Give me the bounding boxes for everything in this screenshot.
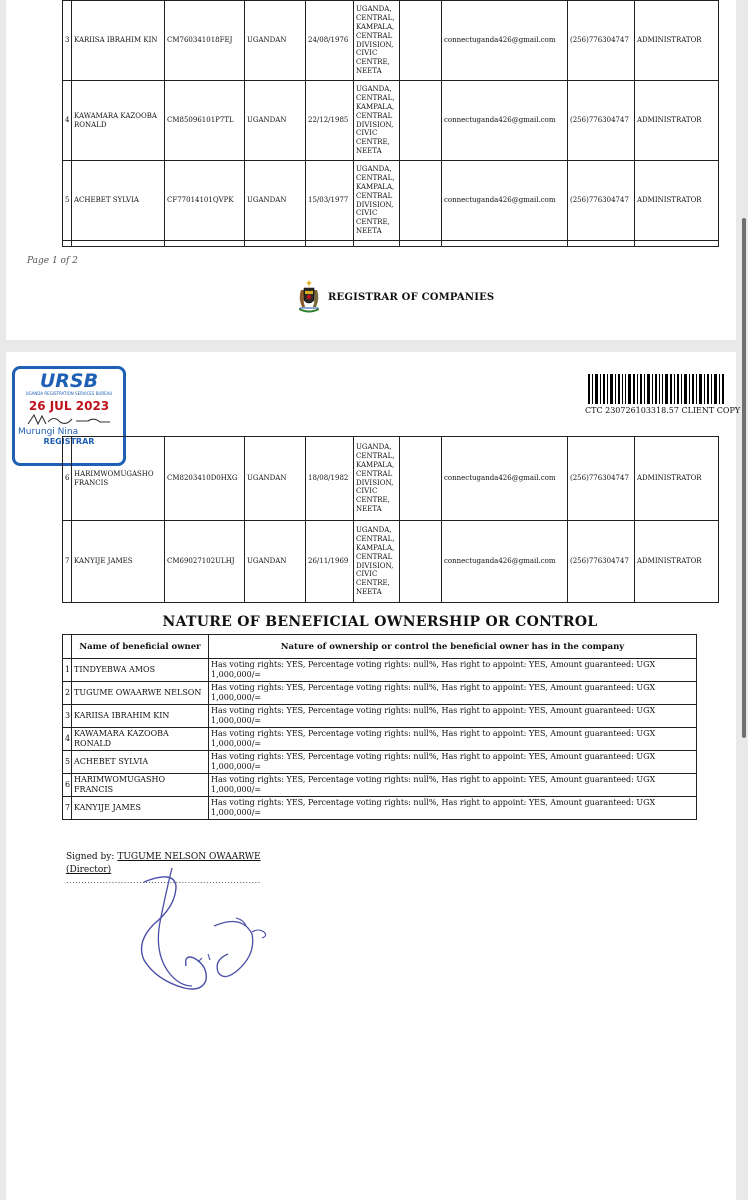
director-phone: (256)776304747 xyxy=(568,437,635,521)
row-number: 6 xyxy=(63,437,72,521)
table-row xyxy=(63,81,719,161)
table-header-row xyxy=(63,635,697,659)
barcode-icon xyxy=(588,374,724,404)
director-role: ADMINISTRATOR xyxy=(635,161,719,241)
row-number: 3 xyxy=(63,1,72,81)
signed-by xyxy=(66,852,261,862)
director-id: CM69027102ULHJ xyxy=(165,521,245,603)
header-nature: Nature of ownership or control the beneficial owner has in the company xyxy=(209,635,697,659)
table-row xyxy=(63,797,697,820)
empty-cell xyxy=(400,81,442,161)
scrollbar[interactable] xyxy=(742,218,746,738)
table-row xyxy=(63,682,697,705)
director-id: CM85096101P7TL xyxy=(165,81,245,161)
empty-cell xyxy=(400,437,442,521)
owner-name: KAWAMARA KAZOOBA RONALD xyxy=(72,728,209,751)
signature-line: ................................................................ xyxy=(66,876,261,885)
row-number: 4 xyxy=(63,81,72,161)
directors-table-page-2 xyxy=(62,436,719,603)
table-row xyxy=(63,241,719,247)
owner-name: TINDYEBWA AMOS xyxy=(72,659,209,682)
empty-cell xyxy=(400,161,442,241)
director-name: KAWAMARA KAZOOBA RONALD xyxy=(72,81,165,161)
director-name: KARIISA IBRAHIM KIN xyxy=(72,1,165,81)
empty-cell xyxy=(400,521,442,603)
header-number xyxy=(63,635,72,659)
table-row xyxy=(63,659,697,682)
director-name: HARIMWOMUGASHO FRANCIS xyxy=(72,437,165,521)
director-phone: (256)776304747 xyxy=(568,1,635,81)
director-email: connectuganda426@gmail.com xyxy=(442,521,568,603)
ursb-logo: URSB xyxy=(39,370,99,392)
director-nationality: UGANDAN xyxy=(245,1,306,81)
director-role: ADMINISTRATOR xyxy=(635,81,719,161)
table-row xyxy=(63,521,719,603)
owner-nature: Has voting rights: YES, Percentage voting rights: null%, Has right to appoint: YES, Amount guaranteed: UGX 1,000,000/= xyxy=(209,728,697,751)
signer-role: (Director) xyxy=(66,865,112,875)
coat-of-arms-icon xyxy=(294,280,324,314)
owner-name: HARIMWOMUGASHO FRANCIS xyxy=(72,774,209,797)
signed-by-label: Signed by: xyxy=(66,852,115,862)
director-email: connectuganda426@gmail.com xyxy=(442,1,568,81)
stamp-role: REGISTRAR xyxy=(43,437,95,446)
barcode-caption: CTC 230726103318.57 CLIENT COPY xyxy=(585,406,741,415)
owner-name: TUGUME OWAARWE NELSON xyxy=(72,682,209,705)
director-address: UGANDA, CENTRAL, KAMPALA, CENTRAL DIVISION, CIVIC CENTRE, NEETA xyxy=(354,161,400,241)
owner-name: ACHEBET SYLVIA xyxy=(72,751,209,774)
director-nationality: UGANDAN xyxy=(245,81,306,161)
owner-nature: Has voting rights: YES, Percentage voting rights: null%, Has right to appoint: YES, Amount guaranteed: UGX 1,000,000/= xyxy=(209,705,697,728)
owner-number: 2 xyxy=(63,682,72,705)
director-dob: 26/11/1969 xyxy=(306,521,354,603)
stamp-signature-icon xyxy=(24,413,114,427)
owner-number: 1 xyxy=(63,659,72,682)
owner-number: 6 xyxy=(63,774,72,797)
page-number: Page 1 of 2 xyxy=(27,256,78,266)
directors-table-page-1 xyxy=(62,0,719,247)
director-address: UGANDA, CENTRAL, KAMPALA, CENTRAL DIVISION, CIVIC CENTRE, NEETA xyxy=(354,521,400,603)
table-row xyxy=(63,751,697,774)
signer-name: TUGUME NELSON OWAARWE xyxy=(117,852,261,862)
table-row xyxy=(63,728,697,751)
beneficial-ownership-table xyxy=(62,634,697,820)
stamp-date: 26 JUL 2023 xyxy=(28,399,110,413)
stamp-subtitle: UGANDA REGISTRATION SERVICES BUREAU xyxy=(25,391,113,396)
owner-number: 4 xyxy=(63,728,72,751)
director-nationality: UGANDAN xyxy=(245,161,306,241)
director-phone: (256)776304747 xyxy=(568,81,635,161)
owner-nature: Has voting rights: YES, Percentage voting rights: null%, Has right to appoint: YES, Amount guaranteed: UGX 1,000,000/= xyxy=(209,682,697,705)
owner-nature: Has voting rights: YES, Percentage voting rights: null%, Has right to appoint: YES, Amount guaranteed: UGX 1,000,000/= xyxy=(209,751,697,774)
owner-number: 7 xyxy=(63,797,72,820)
registrar-footer xyxy=(294,280,494,314)
director-phone: (256)776304747 xyxy=(568,521,635,603)
owner-nature: Has voting rights: YES, Percentage voting rights: null%, Has right to appoint: YES, Amount guaranteed: UGX 1,000,000/= xyxy=(209,774,697,797)
director-email: connectuganda426@gmail.com xyxy=(442,161,568,241)
row-number: 7 xyxy=(63,521,72,603)
table-row xyxy=(63,705,697,728)
registrar-label: REGISTRAR OF COMPANIES xyxy=(328,291,495,303)
director-role: ADMINISTRATOR xyxy=(635,437,719,521)
document-page-2 xyxy=(6,352,741,1200)
director-nationality: UGANDAN xyxy=(245,521,306,603)
owner-name: KANYIJE JAMES xyxy=(72,797,209,820)
director-phone: (256)776304747 xyxy=(568,161,635,241)
director-dob: 18/08/1982 xyxy=(306,437,354,521)
table-row xyxy=(63,437,719,521)
director-id: CM8203410D0HXG xyxy=(165,437,245,521)
handwritten-signature-icon xyxy=(114,862,284,1002)
empty-cell xyxy=(400,1,442,81)
director-dob: 24/08/1976 xyxy=(306,1,354,81)
table-row xyxy=(63,1,719,81)
owner-nature: Has voting rights: YES, Percentage voting rights: null%, Has right to appoint: YES, Amount guaranteed: UGX 1,000,000/= xyxy=(209,659,697,682)
director-dob: 15/03/1977 xyxy=(306,161,354,241)
owner-number: 5 xyxy=(63,751,72,774)
table-row xyxy=(63,161,719,241)
director-id: CF77014101QVPK xyxy=(165,161,245,241)
owner-number: 3 xyxy=(63,705,72,728)
director-email: connectuganda426@gmail.com xyxy=(442,437,568,521)
document-page-1 xyxy=(6,0,736,340)
director-address: UGANDA, CENTRAL, KAMPALA, CENTRAL DIVISION, CIVIC CENTRE, NEETA xyxy=(354,437,400,521)
owner-nature: Has voting rights: YES, Percentage voting rights: null%, Has right to appoint: YES, Amount guaranteed: UGX 1,000,000/= xyxy=(209,797,697,820)
section-title: NATURE OF BENEFICIAL OWNERSHIP OR CONTROL xyxy=(162,614,598,630)
director-role: ADMINISTRATOR xyxy=(635,521,719,603)
stamp-name: Murungi Nina xyxy=(18,427,79,437)
director-name: ACHEBET SYLVIA xyxy=(72,161,165,241)
header-owner-name: Name of beneficial owner xyxy=(72,635,209,659)
owner-name: KARIISA IBRAHIM KIN xyxy=(72,705,209,728)
director-role: ADMINISTRATOR xyxy=(635,1,719,81)
director-dob: 22/12/1985 xyxy=(306,81,354,161)
table-row xyxy=(63,774,697,797)
director-address: UGANDA, CENTRAL, KAMPALA, CENTRAL DIVISION, CIVIC CENTRE, NEETA xyxy=(354,1,400,81)
director-nationality: UGANDAN xyxy=(245,437,306,521)
director-id: CM760341018FEJ xyxy=(165,1,245,81)
row-number: 5 xyxy=(63,161,72,241)
director-email: connectuganda426@gmail.com xyxy=(442,81,568,161)
director-address: UGANDA, CENTRAL, KAMPALA, CENTRAL DIVISION, CIVIC CENTRE, NEETA xyxy=(354,81,400,161)
director-name: KANYIJE JAMES xyxy=(72,521,165,603)
